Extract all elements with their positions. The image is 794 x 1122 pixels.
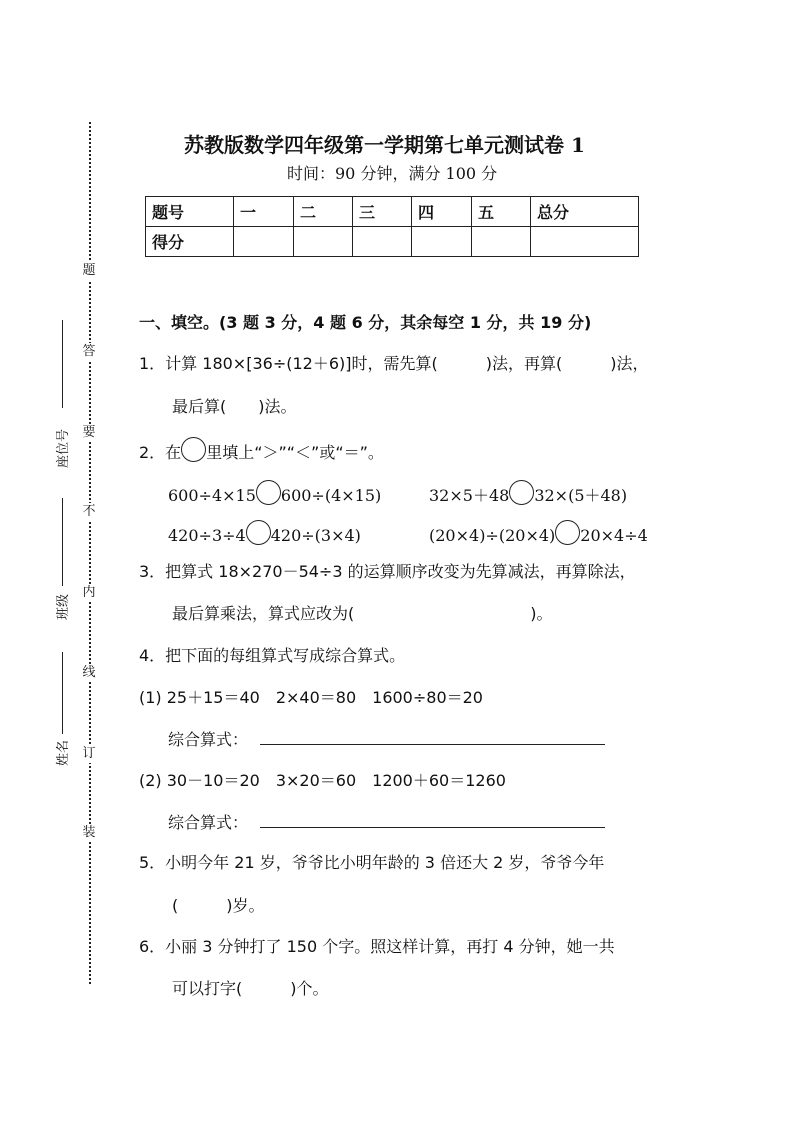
table-cell: 四 [412,197,472,227]
seal-char: 线 [80,664,98,682]
score-input-cell[interactable] [531,227,639,257]
question-4-group-1: (1) 25＋15＝40 2×40＝80 1600÷80＝20 [139,688,483,707]
seal-char: 不 [80,503,98,521]
question-3-line-1: 3．把算式 18×270－54÷3 的运算顺序改变为先算减法，再算除法， [139,562,636,581]
answer-line[interactable] [260,827,605,828]
score-input-cell[interactable] [294,227,353,257]
table-cell: 总分 [531,197,639,227]
compare-circle[interactable] [555,520,580,545]
score-table-header-row [146,197,639,227]
seal-char: 订 [80,745,98,763]
seat-label: 座位号 [56,428,71,468]
question-6-line-1: 6．小丽 3 分钟打了 150 个字。照这样计算，再打 4 分钟，她一共 [139,937,615,956]
question-1-line-2: 最后算( )法。 [172,397,297,416]
score-input-cell[interactable] [412,227,472,257]
question-2 [139,437,384,463]
compare-item [429,520,648,545]
combined-label: 综合算式： [168,813,249,832]
compare-item [168,520,361,545]
compare-right: 20×4÷4 [580,526,648,545]
class-fill-line[interactable] [62,498,63,586]
question-5-line-2: ( )岁。 [172,896,265,915]
score-table-score-row [146,227,639,257]
score-input-cell[interactable] [234,227,294,257]
seal-char: 内 [80,584,98,602]
seal-char: 装 [80,824,98,842]
question-6-line-2: 可以打字( )个。 [172,979,329,998]
table-cell: 一 [234,197,294,227]
score-table [145,196,639,257]
compare-left: 420÷3÷4 [168,526,246,545]
table-cell: 二 [294,197,353,227]
compare-right: 420÷(3×4) [270,526,361,545]
compare-circle[interactable] [509,480,534,505]
compare-right: 32×(5＋48) [534,486,628,505]
page-subtitle: 时间：90 分钟，满分 100 分 [287,164,498,183]
section-heading: 一、填空。(3 题 3 分，4 题 6 分，其余每空 1 分，共 19 分) [139,313,592,332]
score-input-cell[interactable] [472,227,531,257]
page-title: 苏教版数学四年级第一学期第七单元测试卷 1 [184,133,585,157]
question-4: 4．把下面的每组算式写成综合算式。 [139,646,406,665]
compare-left: (20×4)÷(20×4) [429,526,556,545]
table-cell: 五 [472,197,531,227]
class-label: 班级 [56,593,71,620]
compare-item [168,480,381,505]
seat-fill-line[interactable] [62,320,63,408]
question-3-line-2: 最后算乘法，算式应改为( )。 [172,604,553,623]
score-input-cell[interactable] [353,227,412,257]
question-2-prefix: 2．在 [139,443,182,462]
name-label: 姓名 [56,739,71,766]
table-cell: 题号 [146,197,234,227]
seal-char: 题 [80,262,98,280]
compare-circle[interactable] [246,520,271,545]
binding-dotted-line [89,122,91,984]
seal-char: 要 [80,424,98,442]
answer-line[interactable] [260,744,605,745]
compare-left: 600÷4×15 [168,486,256,505]
question-2-suffix: 里填上“＞”“＜”或“＝”。 [206,443,384,462]
compare-circle[interactable] [256,480,281,505]
combined-label: 综合算式： [168,730,249,749]
question-1-line-1: 1．计算 180×[36÷(12＋6)]时，需先算( )法，再算( )法， [139,354,649,373]
question-5-line-1: 5．小明今年 21 岁，爷爷比小明年龄的 3 倍还大 2 岁，爷爷今年 [139,853,605,872]
table-cell: 三 [353,197,412,227]
seal-char: 答 [80,343,98,361]
question-4-group-2: (2) 30－10＝20 3×20＝60 1200＋60＝1260 [139,771,506,790]
compare-right: 600÷(4×15) [280,486,382,505]
circle-icon [181,437,206,462]
table-cell: 得分 [146,227,234,257]
compare-left: 32×5＋48 [429,486,510,505]
compare-item [429,480,627,506]
name-fill-line[interactable] [62,652,63,734]
